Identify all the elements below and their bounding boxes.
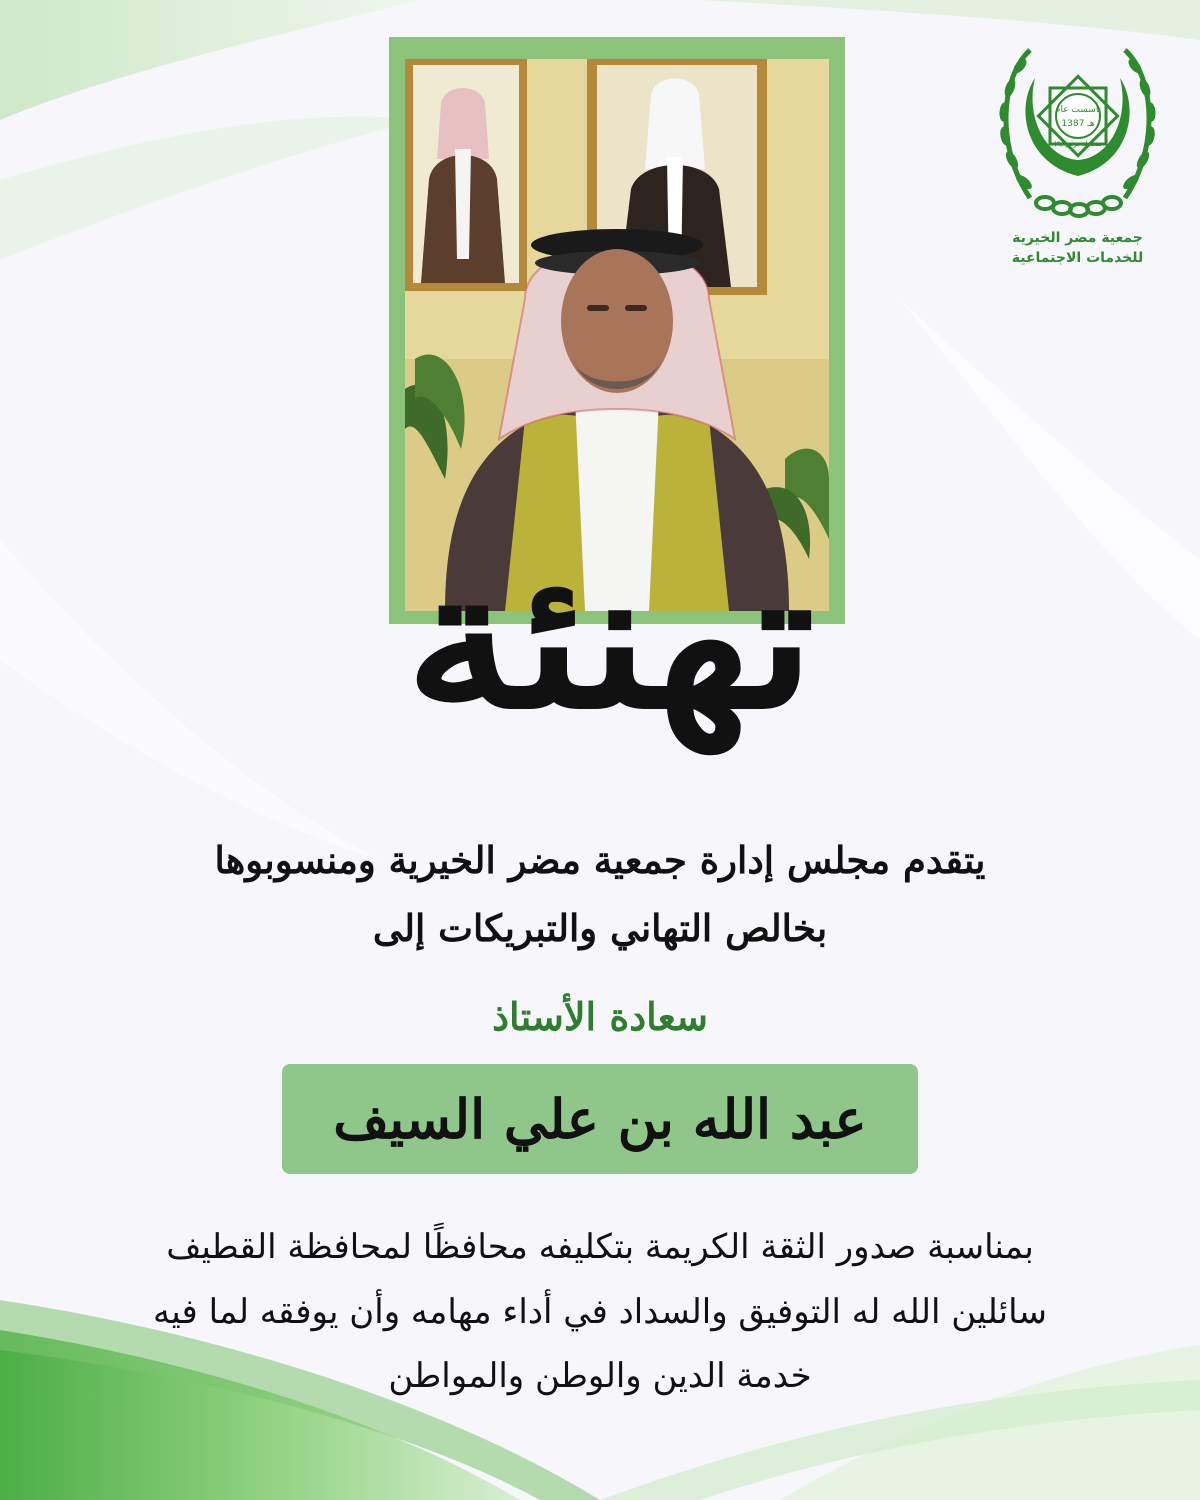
- logo-year: 1387 هـ: [1061, 119, 1095, 129]
- message-line-2: بخالص التهاني والتبريكات إلى: [372, 906, 828, 950]
- name-box: [282, 1064, 918, 1174]
- logo-caption-line1: جمعية مضر الخيرية: [1012, 230, 1143, 246]
- occasion-line-1: بمناسبة صدور الثقة الكريمة بتكليفه محافظًا لمحافظة القطيف: [166, 1227, 1034, 1267]
- association-logo: [990, 38, 1165, 223]
- logo-caption-line2: للخدمات الاجتماعية: [1011, 250, 1144, 266]
- occasion-line-2: سائلين الله له التوفيق والسداد في أداء مهامه وأن يوفقه لما فيه: [153, 1292, 1047, 1332]
- honorific-title: سعادة الأستاذ: [492, 994, 708, 1039]
- logo-registration: مسجلة برقم (٩): [1053, 140, 1103, 148]
- recipient-name: عبد الله بن علي السيف: [333, 1087, 867, 1151]
- logo-established: تأسست عام: [1054, 105, 1102, 115]
- message-line-1: يتقدم مجلس إدارة جمعية مضر الخيرية ومنسوبوها: [214, 838, 986, 882]
- calligraphy-heading: تهنئة: [404, 528, 816, 751]
- logo-caption: [975, 228, 1180, 268]
- occasion-line-3: خدمة الدين والوطن والمواطن: [388, 1356, 812, 1396]
